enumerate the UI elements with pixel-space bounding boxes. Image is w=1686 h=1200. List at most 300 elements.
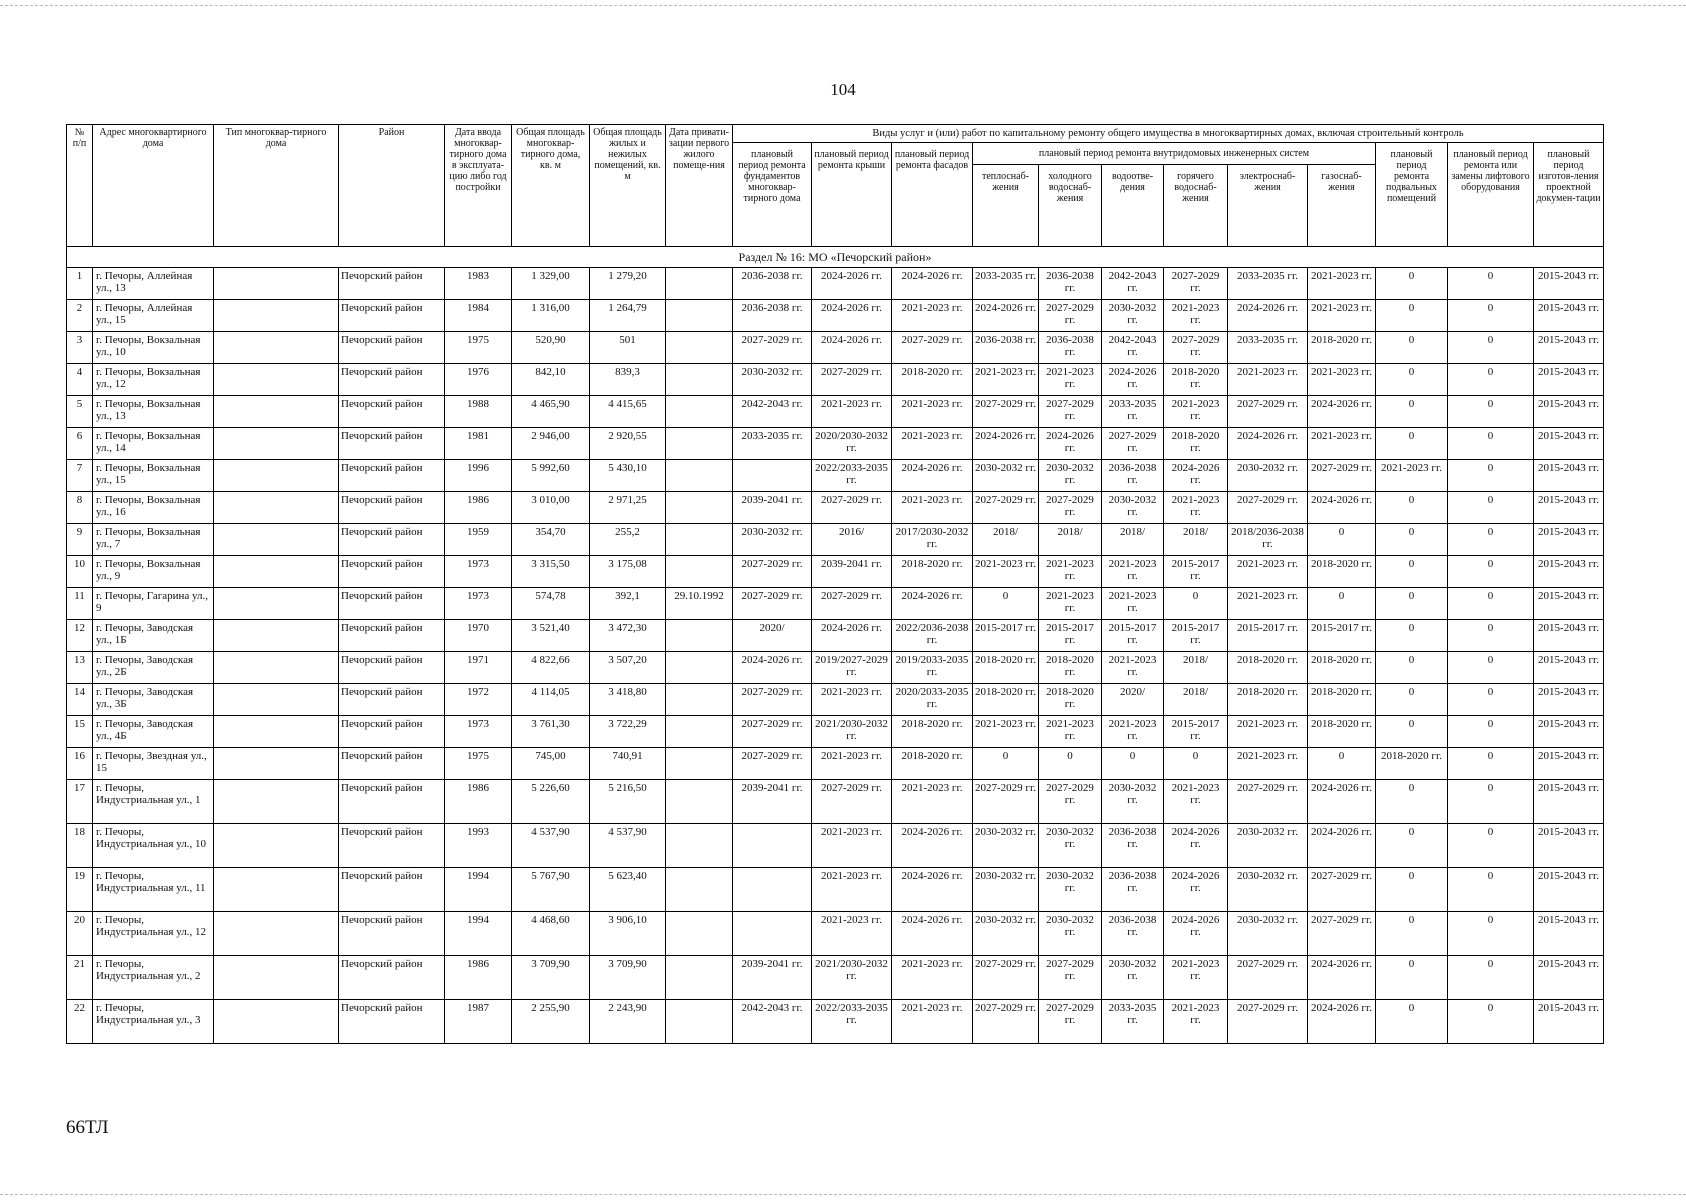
table-row [67,780,1604,824]
cell-cold-water: 2030-2032 гг. [1039,824,1102,868]
cell-type [214,268,339,300]
cell-living-area: 1 279,20 [590,268,666,300]
cell-num: 11 [67,588,93,620]
cell-sewerage: 2024-2026 гг. [1102,364,1164,396]
cell-num: 8 [67,492,93,524]
cell-privatization [666,268,733,300]
cell-basement: 0 [1376,1000,1448,1044]
cell-total-area: 2 255,90 [512,1000,590,1044]
cell-design: 2015-2043 гг. [1534,364,1604,396]
cell-total-area: 574,78 [512,588,590,620]
cell-privatization [666,684,733,716]
cell-type [214,588,339,620]
cell-sewerage: 2036-2038 гг. [1102,868,1164,912]
cell-elevator: 0 [1448,428,1534,460]
cell-heating: 2030-2032 гг. [973,824,1039,868]
cell-hot-water: 2021-2023 гг. [1164,780,1228,824]
cell-district: Печорский район [339,364,445,396]
cell-sewerage: 2021-2023 гг. [1102,556,1164,588]
cell-type [214,396,339,428]
cell-elevator: 0 [1448,748,1534,780]
cell-district: Печорский район [339,912,445,956]
table-header [67,125,1604,247]
cell-electricity: 2030-2032 гг. [1228,460,1308,492]
cell-gas: 2024-2026 гг. [1308,956,1376,1000]
cell-district: Печорский район [339,868,445,912]
cell-cold-water: 2030-2032 гг. [1039,868,1102,912]
cell-cold-water: 2036-2038 гг. [1039,268,1102,300]
cell-year: 1986 [445,492,512,524]
cell-total-area: 354,70 [512,524,590,556]
cell-living-area: 839,3 [590,364,666,396]
cell-roof: 2019/2027-2029 гг. [812,652,892,684]
cell-facade: 2021-2023 гг. [892,396,973,428]
cell-privatization [666,868,733,912]
header-num: № п/п [67,125,93,247]
cell-elevator: 0 [1448,780,1534,824]
cell-cold-water: 2030-2032 гг. [1039,912,1102,956]
cell-electricity: 2027-2029 гг. [1228,492,1308,524]
header-privatization: Дата привати-зации первого жилого помеще-ния [666,125,733,247]
cell-gas: 2021-2023 гг. [1308,428,1376,460]
cell-design: 2015-2043 гг. [1534,684,1604,716]
cell-hot-water: 2024-2026 гг. [1164,912,1228,956]
cell-elevator: 0 [1448,300,1534,332]
cell-gas: 2027-2029 гг. [1308,912,1376,956]
cell-num: 7 [67,460,93,492]
table-row [67,492,1604,524]
cell-hot-water: 2024-2026 гг. [1164,824,1228,868]
cell-facade: 2019/2033-2035 гг. [892,652,973,684]
cell-facade: 2021-2023 гг. [892,780,973,824]
cell-year: 1987 [445,1000,512,1044]
cell-cold-water: 2021-2023 гг. [1039,364,1102,396]
cell-electricity: 2024-2026 гг. [1228,428,1308,460]
cell-basement: 0 [1376,824,1448,868]
cell-privatization [666,524,733,556]
cell-elevator: 0 [1448,332,1534,364]
header-gas: газоснаб-жения [1308,165,1376,247]
cell-facade: 2021-2023 гг. [892,492,973,524]
cell-facade: 2021-2023 гг. [892,1000,973,1044]
cell-district: Печорский район [339,460,445,492]
cell-facade: 2018-2020 гг. [892,364,973,396]
table-row [67,524,1604,556]
cell-privatization [666,460,733,492]
cell-total-area: 3 761,30 [512,716,590,748]
cell-year: 1973 [445,588,512,620]
cell-year: 1976 [445,364,512,396]
cell-electricity: 2030-2032 гг. [1228,824,1308,868]
cell-hot-water: 2021-2023 гг. [1164,956,1228,1000]
cell-cold-water: 2027-2029 гг. [1039,956,1102,1000]
cell-heating: 2024-2026 гг. [973,300,1039,332]
cell-total-area: 5 992,60 [512,460,590,492]
cell-heating: 2030-2032 гг. [973,912,1039,956]
cell-basement: 0 [1376,428,1448,460]
table-row [67,588,1604,620]
cell-basement: 0 [1376,588,1448,620]
cell-electricity: 2021-2023 гг. [1228,588,1308,620]
cell-elevator: 0 [1448,652,1534,684]
cell-num: 13 [67,652,93,684]
header-address: Адрес многоквартирного дома [93,125,214,247]
cell-design: 2015-2043 гг. [1534,1000,1604,1044]
cell-year: 1975 [445,748,512,780]
cell-roof: 2021-2023 гг. [812,748,892,780]
cell-address: г. Печоры, Заводская ул., 4Б [93,716,214,748]
cell-year: 1986 [445,956,512,1000]
cell-type [214,780,339,824]
cell-gas: 0 [1308,524,1376,556]
cell-cold-water: 2027-2029 гг. [1039,300,1102,332]
cell-type [214,956,339,1000]
cell-foundation: 2033-2035 гг. [733,428,812,460]
cell-sewerage: 2042-2043 гг. [1102,332,1164,364]
cell-electricity: 2030-2032 гг. [1228,912,1308,956]
cell-living-area: 3 507,20 [590,652,666,684]
cell-type [214,824,339,868]
cell-electricity: 2015-2017 гг. [1228,620,1308,652]
cell-privatization [666,364,733,396]
page-number: 104 [830,80,856,99]
cell-privatization [666,748,733,780]
cell-roof: 2020/2030-2032 гг. [812,428,892,460]
cell-gas: 0 [1308,748,1376,780]
cell-living-area: 1 264,79 [590,300,666,332]
table-row [67,912,1604,956]
cell-elevator: 0 [1448,684,1534,716]
scan-edge-top [0,5,1686,6]
cell-cold-water: 2018-2020 гг. [1039,652,1102,684]
cell-roof: 2027-2029 гг. [812,492,892,524]
cell-heating: 2018-2020 гг. [973,652,1039,684]
cell-electricity: 2021-2023 гг. [1228,748,1308,780]
cell-privatization [666,428,733,460]
cell-type [214,748,339,780]
cell-address: г. Печоры, Индустриальная ул., 1 [93,780,214,824]
cell-hot-water: 2015-2017 гг. [1164,620,1228,652]
cell-gas: 2015-2017 гг. [1308,620,1376,652]
cell-heating: 0 [973,748,1039,780]
cell-design: 2015-2043 гг. [1534,652,1604,684]
cell-heating: 0 [973,588,1039,620]
cell-living-area: 4 415,65 [590,396,666,428]
header-foundation: плановый период ремонта фундаментов многоквар-тирного дома [733,143,812,247]
header-cold-water: холодного водоснаб-жения [1039,165,1102,247]
cell-design: 2015-2043 гг. [1534,492,1604,524]
cell-sewerage: 2030-2032 гг. [1102,492,1164,524]
cell-facade: 2020/2033-2035 гг. [892,684,973,716]
cell-total-area: 3 315,50 [512,556,590,588]
cell-year: 1973 [445,716,512,748]
cell-roof: 2024-2026 гг. [812,332,892,364]
cell-design: 2015-2043 гг. [1534,524,1604,556]
cell-total-area: 4 537,90 [512,824,590,868]
cell-facade: 2024-2026 гг. [892,824,973,868]
cell-facade: 2021-2023 гг. [892,300,973,332]
cell-hot-water: 2024-2026 гг. [1164,460,1228,492]
cell-sewerage: 2036-2038 гг. [1102,912,1164,956]
table-row [67,364,1604,396]
cell-heating: 2021-2023 гг. [973,364,1039,396]
cell-facade: 2024-2026 гг. [892,588,973,620]
cell-cold-water: 2027-2029 гг. [1039,492,1102,524]
cell-foundation: 2020/ [733,620,812,652]
cell-hot-water: 2018-2020 гг. [1164,428,1228,460]
cell-year: 1994 [445,912,512,956]
cell-hot-water: 2021-2023 гг. [1164,1000,1228,1044]
cell-type [214,524,339,556]
cell-year: 1981 [445,428,512,460]
cell-privatization [666,912,733,956]
cell-num: 1 [67,268,93,300]
cell-privatization [666,780,733,824]
cell-foundation: 2039-2041 гг. [733,956,812,1000]
cell-privatization [666,716,733,748]
cell-type [214,868,339,912]
cell-living-area: 392,1 [590,588,666,620]
cell-privatization: 29.10.1992 [666,588,733,620]
cell-hot-water: 2018/ [1164,684,1228,716]
cell-district: Печорский район [339,396,445,428]
cell-electricity: 2030-2032 гг. [1228,868,1308,912]
cell-gas: 2018-2020 гг. [1308,652,1376,684]
cell-sewerage: 0 [1102,748,1164,780]
cell-num: 10 [67,556,93,588]
cell-facade: 2018-2020 гг. [892,748,973,780]
cell-basement: 0 [1376,912,1448,956]
cell-facade: 2021-2023 гг. [892,956,973,1000]
cell-design: 2015-2043 гг. [1534,912,1604,956]
table-row [67,652,1604,684]
cell-hot-water: 2027-2029 гг. [1164,332,1228,364]
cell-type [214,684,339,716]
cell-living-area: 5 623,40 [590,868,666,912]
cell-address: г. Печоры, Вокзальная ул., 13 [93,396,214,428]
cell-district: Печорский район [339,956,445,1000]
cell-sewerage: 2036-2038 гг. [1102,824,1164,868]
cell-sewerage: 2030-2032 гг. [1102,780,1164,824]
cell-sewerage: 2018/ [1102,524,1164,556]
cell-heating: 2024-2026 гг. [973,428,1039,460]
cell-address: г. Печоры, Индустриальная ул., 12 [93,912,214,956]
cell-roof: 2021/2030-2032 гг. [812,716,892,748]
cell-year: 1983 [445,268,512,300]
cell-cold-water: 2021-2023 гг. [1039,556,1102,588]
cell-design: 2015-2043 гг. [1534,556,1604,588]
cell-total-area: 3 010,00 [512,492,590,524]
cell-basement: 0 [1376,652,1448,684]
cell-elevator: 0 [1448,396,1534,428]
cell-gas: 2024-2026 гг. [1308,1000,1376,1044]
cell-electricity: 2027-2029 гг. [1228,1000,1308,1044]
cell-electricity: 2024-2026 гг. [1228,300,1308,332]
cell-num: 20 [67,912,93,956]
cell-gas: 2018-2020 гг. [1308,716,1376,748]
cell-foundation: 2030-2032 гг. [733,524,812,556]
cell-design: 2015-2043 гг. [1534,396,1604,428]
cell-design: 2015-2043 гг. [1534,780,1604,824]
cell-roof: 2021-2023 гг. [812,824,892,868]
cell-sewerage: 2030-2032 гг. [1102,956,1164,1000]
cell-cold-water: 0 [1039,748,1102,780]
header-elevator: плановый период ремонта или замены лифтового оборудования [1448,143,1534,247]
cell-living-area: 3 906,10 [590,912,666,956]
cell-basement: 0 [1376,868,1448,912]
cell-heating: 2021-2023 гг. [973,716,1039,748]
cell-type [214,716,339,748]
header-row-1 [67,125,1604,143]
cell-gas: 2024-2026 гг. [1308,780,1376,824]
cell-foundation: 2036-2038 гг. [733,268,812,300]
cell-total-area: 520,90 [512,332,590,364]
cell-num: 4 [67,364,93,396]
cell-facade: 2024-2026 гг. [892,868,973,912]
cell-sewerage: 2033-2035 гг. [1102,1000,1164,1044]
cell-elevator: 0 [1448,1000,1534,1044]
header-basement: плановый период ремонта подвальных помещений [1376,143,1448,247]
cell-facade: 2018-2020 гг. [892,556,973,588]
cell-foundation: 2039-2041 гг. [733,780,812,824]
cell-num: 17 [67,780,93,824]
cell-address: г. Печоры, Гагарина ул., 9 [93,588,214,620]
cell-privatization [666,824,733,868]
header-electricity: электроснаб-жения [1228,165,1308,247]
cell-facade: 2024-2026 гг. [892,460,973,492]
cell-sewerage: 2015-2017 гг. [1102,620,1164,652]
cell-total-area: 3 521,40 [512,620,590,652]
cell-cold-water: 2024-2026 гг. [1039,428,1102,460]
cell-district: Печорский район [339,652,445,684]
header-living-area: Общая площадь жилых и нежилых помещений, кв. м [590,125,666,247]
header-heating: теплоснаб-жения [973,165,1039,247]
cell-facade: 2027-2029 гг. [892,332,973,364]
cell-elevator: 0 [1448,956,1534,1000]
cell-total-area: 4 465,90 [512,396,590,428]
cell-type [214,652,339,684]
cell-hot-water: 2015-2017 гг. [1164,556,1228,588]
cell-basement: 0 [1376,524,1448,556]
cell-elevator: 0 [1448,364,1534,396]
cell-basement: 0 [1376,780,1448,824]
cell-hot-water: 0 [1164,588,1228,620]
cell-electricity: 2027-2029 гг. [1228,780,1308,824]
cell-type [214,620,339,652]
cell-heating: 2018-2020 гг. [973,684,1039,716]
cell-roof: 2027-2029 гг. [812,780,892,824]
footer-code: 66ТЛ [66,1117,109,1138]
cell-district: Печорский район [339,524,445,556]
cell-basement: 0 [1376,332,1448,364]
table-row [67,1000,1604,1044]
cell-num: 15 [67,716,93,748]
table-row [67,620,1604,652]
cell-living-area: 255,2 [590,524,666,556]
cell-elevator: 0 [1448,912,1534,956]
table-row [67,824,1604,868]
cell-gas: 2021-2023 гг. [1308,300,1376,332]
cell-num: 19 [67,868,93,912]
cell-foundation: 2027-2029 гг. [733,332,812,364]
cell-design: 2015-2043 гг. [1534,588,1604,620]
cell-num: 9 [67,524,93,556]
cell-num: 18 [67,824,93,868]
header-district: Район [339,125,445,247]
cell-foundation: 2027-2029 гг. [733,684,812,716]
cell-electricity: 2018-2020 гг. [1228,684,1308,716]
cell-hot-water: 2021-2023 гг. [1164,492,1228,524]
cell-roof: 2021-2023 гг. [812,912,892,956]
cell-cold-water: 2018-2020 гг. [1039,684,1102,716]
cell-heating: 2021-2023 гг. [973,556,1039,588]
table-row [67,868,1604,912]
cell-roof: 2024-2026 гг. [812,620,892,652]
cell-num: 16 [67,748,93,780]
table-row [67,428,1604,460]
cell-living-area: 501 [590,332,666,364]
cell-foundation: 2027-2029 гг. [733,716,812,748]
cell-district: Печорский район [339,1000,445,1044]
cell-heating: 2015-2017 гг. [973,620,1039,652]
cell-address: г. Печоры, Вокзальная ул., 14 [93,428,214,460]
cell-district: Печорский район [339,268,445,300]
cell-gas: 2018-2020 гг. [1308,332,1376,364]
cell-address: г. Печоры, Вокзальная ул., 7 [93,524,214,556]
cell-sewerage: 2033-2035 гг. [1102,396,1164,428]
cell-address: г. Печоры, Вокзальная ул., 10 [93,332,214,364]
cell-num: 6 [67,428,93,460]
cell-basement: 0 [1376,956,1448,1000]
cell-type [214,460,339,492]
cell-district: Печорский район [339,780,445,824]
cell-district: Печорский район [339,588,445,620]
cell-address: г. Печоры, Вокзальная ул., 12 [93,364,214,396]
cell-roof: 2021-2023 гг. [812,684,892,716]
cell-num: 3 [67,332,93,364]
cell-electricity: 2027-2029 гг. [1228,396,1308,428]
cell-elevator: 0 [1448,268,1534,300]
cell-gas: 0 [1308,588,1376,620]
cell-basement: 0 [1376,396,1448,428]
cell-privatization [666,396,733,428]
cell-hot-water: 2018-2020 гг. [1164,364,1228,396]
cell-living-area: 5 216,50 [590,780,666,824]
cell-foundation [733,460,812,492]
cell-total-area: 3 709,90 [512,956,590,1000]
cell-roof: 2016/ [812,524,892,556]
cell-design: 2015-2043 гг. [1534,716,1604,748]
cell-design: 2015-2043 гг. [1534,824,1604,868]
cell-total-area: 745,00 [512,748,590,780]
cell-gas: 2018-2020 гг. [1308,684,1376,716]
cell-num: 5 [67,396,93,428]
header-design: плановый период изготов-ления проектной докумен-тации [1534,143,1604,247]
cell-address: г. Печоры, Аллейная ул., 13 [93,268,214,300]
cell-foundation: 2024-2026 гг. [733,652,812,684]
cell-elevator: 0 [1448,460,1534,492]
cell-design: 2015-2043 гг. [1534,748,1604,780]
cell-sewerage: 2036-2038 гг. [1102,460,1164,492]
cell-roof: 2021-2023 гг. [812,868,892,912]
cell-cold-water: 2021-2023 гг. [1039,716,1102,748]
cell-basement: 0 [1376,492,1448,524]
cell-num: 22 [67,1000,93,1044]
cell-heating: 2036-2038 гг. [973,332,1039,364]
cell-type [214,556,339,588]
cell-living-area: 740,91 [590,748,666,780]
cell-roof: 2022/2033-2035 гг. [812,460,892,492]
